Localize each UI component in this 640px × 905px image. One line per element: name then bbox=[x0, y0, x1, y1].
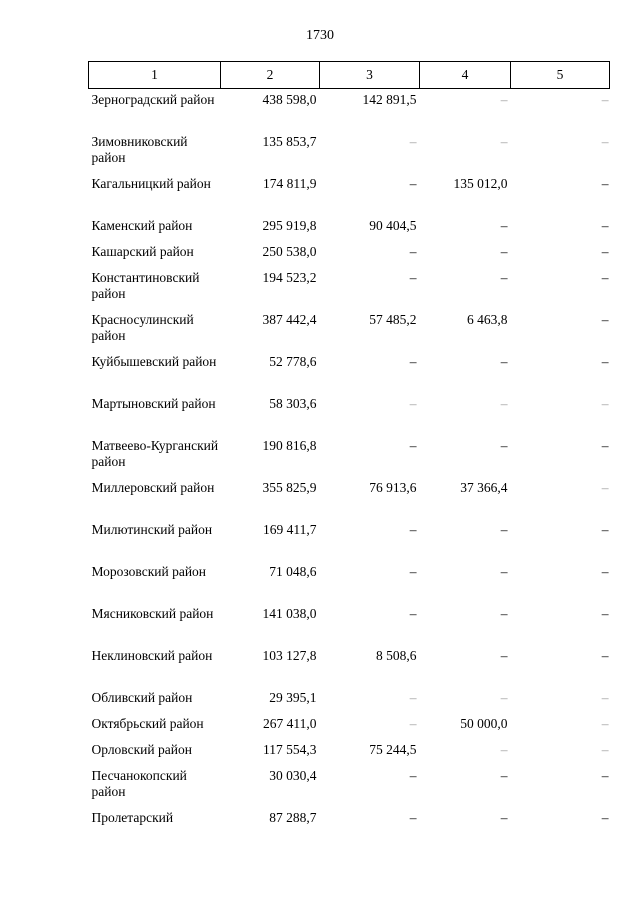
amount-cell-col5: – bbox=[601, 742, 609, 757]
table-row bbox=[89, 564, 610, 606]
amount-cell-col5: – bbox=[601, 690, 609, 705]
amount-cell-col5: – bbox=[601, 176, 609, 191]
amount-cell-col4: – bbox=[500, 92, 508, 107]
amount-cell-col2: 52 778,6 bbox=[269, 354, 317, 369]
column-header-2: 2 bbox=[221, 62, 320, 89]
amount-cell-col3: 57 485,2 bbox=[369, 312, 417, 327]
amount-cell-col4: – bbox=[500, 396, 508, 411]
amount-cell-col2: 174 811,9 bbox=[263, 176, 317, 191]
district-name-cell: Зимовниковский район bbox=[91, 134, 188, 165]
district-name-cell: Матвеево-Курганский район bbox=[91, 438, 219, 469]
amount-cell-col4: – bbox=[500, 244, 508, 259]
amount-cell-col2: 29 395,1 bbox=[269, 690, 317, 705]
district-name-cell: Мартыновский район bbox=[91, 396, 216, 411]
amount-cell-col3: – bbox=[409, 768, 417, 783]
amount-cell-col4: – bbox=[500, 134, 508, 149]
amount-cell-col3: 76 913,6 bbox=[369, 480, 417, 495]
table-row bbox=[89, 690, 610, 716]
table-row bbox=[89, 396, 610, 438]
district-name-cell: Пролетарский bbox=[91, 810, 174, 825]
amount-cell-col5: – bbox=[601, 134, 609, 149]
column-header-1: 1 bbox=[89, 62, 221, 89]
amount-cell-col4: – bbox=[500, 606, 508, 621]
column-header-4: 4 bbox=[420, 62, 511, 89]
table-row bbox=[89, 810, 610, 836]
district-name-cell: Песчанокопский район bbox=[91, 768, 187, 799]
amount-cell-col5: – bbox=[601, 480, 609, 495]
table-row bbox=[89, 522, 610, 564]
district-name-cell: Милютинский район bbox=[91, 522, 213, 537]
amount-cell-col3: – bbox=[409, 354, 417, 369]
amount-cell-col4: – bbox=[500, 810, 508, 825]
amount-cell-col3: – bbox=[409, 438, 417, 453]
amount-cell-col5: – bbox=[601, 522, 609, 537]
table-row bbox=[89, 134, 610, 176]
amount-cell-col5: – bbox=[601, 244, 609, 259]
amount-cell-col2: 103 127,8 bbox=[262, 648, 317, 663]
table-row bbox=[89, 716, 610, 742]
amount-cell-col5: – bbox=[601, 648, 609, 663]
district-name-cell: Миллеровский район bbox=[91, 480, 215, 495]
district-name-cell: Кагальницкий район bbox=[91, 176, 211, 191]
amount-cell-col3: – bbox=[409, 564, 417, 579]
amount-cell-col3: – bbox=[409, 270, 417, 285]
amount-cell-col5: – bbox=[601, 768, 609, 783]
amount-cell-col4: 6 463,8 bbox=[467, 312, 508, 327]
amount-cell-col5: – bbox=[601, 438, 609, 453]
table-row bbox=[89, 244, 610, 270]
district-name-cell: Константиновский район bbox=[91, 270, 200, 301]
amount-cell-col2: 387 442,4 bbox=[262, 312, 317, 327]
table-row bbox=[89, 606, 610, 648]
amount-cell-col3: – bbox=[409, 716, 417, 731]
amount-cell-col3: 75 244,5 bbox=[369, 742, 417, 757]
amount-cell-col2: 194 523,2 bbox=[262, 270, 317, 285]
amount-cell-col3: 90 404,5 bbox=[369, 218, 417, 233]
amount-cell-col2: 135 853,7 bbox=[262, 134, 317, 149]
amount-cell-col5: – bbox=[601, 564, 609, 579]
column-header-3: 3 bbox=[320, 62, 420, 89]
amount-cell-col5: – bbox=[601, 396, 609, 411]
amount-cell-col2: 267 411,0 bbox=[263, 716, 317, 731]
table-row bbox=[89, 768, 610, 810]
amount-cell-col3: – bbox=[409, 690, 417, 705]
amount-cell-col2: 295 919,8 bbox=[262, 218, 317, 233]
page-number: 1730 bbox=[306, 28, 334, 43]
amount-cell-col3: – bbox=[409, 176, 417, 191]
table-body bbox=[89, 89, 610, 837]
amount-cell-col4: – bbox=[500, 742, 508, 757]
district-name-cell: Кашарский район bbox=[91, 244, 194, 259]
header-row bbox=[89, 62, 610, 89]
amount-cell-col2: 58 303,6 bbox=[269, 396, 317, 411]
amount-cell-col2: 117 554,3 bbox=[263, 742, 317, 757]
amount-cell-col3: – bbox=[409, 810, 417, 825]
table-row bbox=[89, 312, 610, 354]
amount-cell-col4: – bbox=[500, 218, 508, 233]
amount-cell-col4: – bbox=[500, 768, 508, 783]
amount-cell-col5: – bbox=[601, 312, 609, 327]
amount-cell-col4: 50 000,0 bbox=[460, 716, 508, 731]
amount-cell-col2: 438 598,0 bbox=[262, 92, 317, 107]
amount-cell-col2: 190 816,8 bbox=[262, 438, 317, 453]
amount-cell-col3: – bbox=[409, 244, 417, 259]
amount-cell-col4: – bbox=[500, 564, 508, 579]
district-name-cell: Красносулинский район bbox=[91, 312, 194, 343]
column-header-5: 5 bbox=[511, 62, 610, 89]
amount-cell-col4: 37 366,4 bbox=[460, 480, 508, 495]
amount-cell-col3: – bbox=[409, 134, 417, 149]
amount-cell-col4: – bbox=[500, 690, 508, 705]
table-row bbox=[89, 176, 610, 218]
district-name-cell: Морозовский район bbox=[91, 564, 207, 579]
district-name-cell: Неклиновский район bbox=[91, 648, 213, 663]
amount-cell-col5: – bbox=[601, 810, 609, 825]
amount-cell-col5: – bbox=[601, 92, 609, 107]
amount-cell-col4: 135 012,0 bbox=[453, 176, 508, 191]
table-row bbox=[89, 648, 610, 690]
amount-cell-col4: – bbox=[500, 648, 508, 663]
amount-cell-col2: 30 030,4 bbox=[269, 768, 317, 783]
district-name-cell: Зерноградский район bbox=[91, 92, 215, 107]
amount-cell-col2: 141 038,0 bbox=[262, 606, 317, 621]
amount-cell-col2: 250 538,0 bbox=[262, 244, 317, 259]
amount-cell-col3: – bbox=[409, 396, 417, 411]
amount-cell-col2: 87 288,7 bbox=[269, 810, 317, 825]
amount-cell-col3: 8 508,6 bbox=[376, 648, 417, 663]
table-row bbox=[89, 89, 610, 135]
amount-cell-col2: 355 825,9 bbox=[262, 480, 317, 495]
amount-cell-col2: 169 411,7 bbox=[263, 522, 317, 537]
amount-cell-col5: – bbox=[601, 606, 609, 621]
district-name-cell: Каменский район bbox=[91, 218, 193, 233]
table-row bbox=[89, 742, 610, 768]
amount-cell-col4: – bbox=[500, 438, 508, 453]
amount-cell-col5: – bbox=[601, 354, 609, 369]
district-name-cell: Мясниковский район bbox=[91, 606, 214, 621]
amount-cell-col5: – bbox=[601, 218, 609, 233]
district-name-cell: Обливский район bbox=[91, 690, 193, 705]
amount-cell-col3: – bbox=[409, 522, 417, 537]
amount-cell-col4: – bbox=[500, 522, 508, 537]
district-name-cell: Октябрьский район bbox=[91, 716, 204, 731]
amount-cell-col3: 142 891,5 bbox=[362, 92, 417, 107]
amount-cell-col3: – bbox=[409, 606, 417, 621]
amount-cell-col5: – bbox=[601, 716, 609, 731]
district-name-cell: Куйбышевский район bbox=[91, 354, 217, 369]
amount-cell-col2: 71 048,6 bbox=[269, 564, 317, 579]
table-row bbox=[89, 438, 610, 480]
district-name-cell: Орловский район bbox=[91, 742, 192, 757]
amount-cell-col4: – bbox=[500, 270, 508, 285]
table-row bbox=[89, 270, 610, 312]
table-row bbox=[89, 480, 610, 522]
budget-table bbox=[88, 61, 610, 836]
amount-cell-col5: – bbox=[601, 270, 609, 285]
table-row bbox=[89, 354, 610, 396]
table-row bbox=[89, 218, 610, 244]
amount-cell-col4: – bbox=[500, 354, 508, 369]
